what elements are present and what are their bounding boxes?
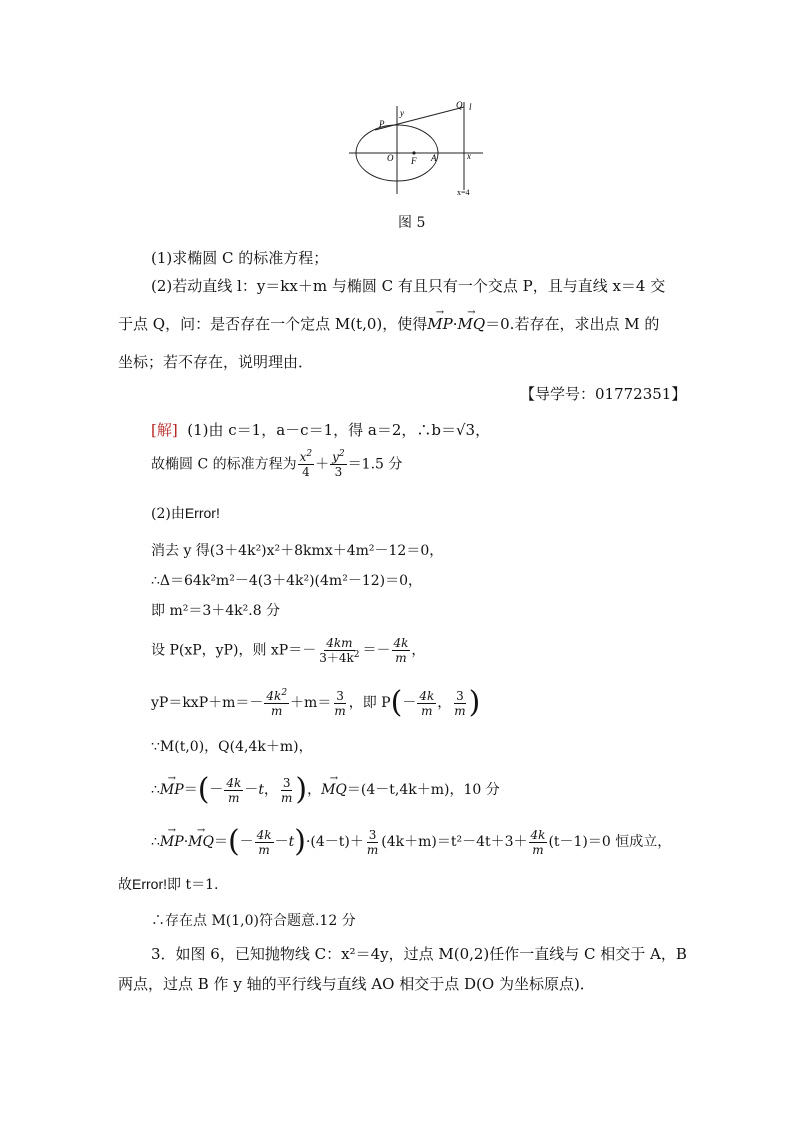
vector-MP: → MP [427, 314, 452, 334]
solution-line1 [151, 420, 490, 440]
l12-a: 故 [118, 877, 132, 893]
guide-number: 【导学号：01772351】 [520, 385, 687, 403]
frac-4k-m-5: $\frac{4k}{m}$ [530, 827, 546, 857]
frac-3-m-4: $\frac{3}{m}$ [366, 827, 379, 857]
error-text: Error! [184, 505, 220, 521]
l8-a: yP＝kxP＋m＝－ [151, 695, 264, 711]
label-F: F [411, 156, 417, 166]
solution-line12 [118, 875, 218, 894]
l7-b: ＝－ [362, 642, 391, 659]
solution-line3 [151, 504, 220, 523]
l2-text: 故椭圆 C 的标准方程为 [151, 456, 297, 473]
solution-line9: ∵M(t,0)，Q(4,4k＋m)， [151, 739, 313, 755]
frac-x2-4: $\frac{x^2}{4}$ [299, 449, 313, 479]
solution-line10: ∴→ MP＝(－ $\frac{4k}{m}$ －t， $\frac{3}{m}$ )，→ MQ＝(4－t,4k＋m)，10 分 [151, 775, 500, 805]
l10-a: ∴ [151, 782, 160, 798]
question-part2-line1: (2)若动直线 l：y＝kx＋m 与椭圆 C 有且只有一个交点 P，且与直线 x＝4 交 [151, 277, 666, 295]
label-P: P [379, 119, 385, 129]
next-problem-line1: 3．如图 6，已知抛物线 C：x²＝4y，过点 M(0,2)任作一直线与 C 相交于 A，B [151, 945, 687, 963]
label-l: l [469, 102, 472, 112]
next-problem-line2: 两点，过点 B 作 y 轴的平行线与直线 AO 相交于点 D(O 为坐标原点)． [118, 975, 595, 993]
frac-4k-m-2: $\frac{4k}{m}$ [419, 688, 435, 718]
l11-c: ·(4－t)＋ [305, 834, 364, 850]
label-y: y [400, 108, 404, 118]
solution-l1: (1)由 c＝1，a－c＝1，得 a＝2，∴b＝√3， [187, 421, 491, 439]
tangent-line [375, 107, 464, 130]
l11-b: ＝ [213, 834, 228, 850]
solution-line7 [151, 636, 425, 665]
l12-b: 即 t＝1. [167, 877, 219, 893]
l7-a: 设 P(xP，yP)，则 xP＝－ [151, 642, 317, 659]
solution-tag: [解] [151, 421, 178, 439]
label-Q: Q [456, 100, 463, 110]
l8-c: ，即 P [348, 695, 391, 711]
vector-MP-3: → MP [160, 833, 184, 851]
l10-d: ＝(4－t,4k＋m)，10 分 [346, 782, 500, 798]
question-part2-line2: 于点 Q，问：是否存在一个定点 M(t,0)，使得→ MP·→ MQ＝0.若存在，求出点 M 的 [118, 314, 659, 334]
vector-MQ-3: → MQ [188, 833, 214, 851]
ellipse-figure [345, 98, 485, 200]
l11-a: ∴ [151, 834, 160, 850]
solution-line6: 即 m²＝3＋4k².8 分 [151, 603, 281, 619]
frac-4k-m-3: $\frac{4k}{m}$ [226, 775, 242, 805]
solution-line4: 消去 y 得(3＋4k²)x²＋8kmx＋4m²－12＝0， [151, 543, 444, 559]
label-O: O [387, 153, 394, 163]
label-x4: x=4 [457, 188, 470, 197]
l8-b: ＋m＝ [290, 695, 332, 711]
frac-4k2-m: $\frac{4k^2}{m}$ [266, 687, 288, 718]
solution-line5: ∴Δ＝64k²m²－4(3＋4k²)(4m²－12)＝0， [151, 573, 422, 589]
frac-4km: $\frac{4km}{3+4k^2}$ [319, 636, 360, 665]
l10-c: ， [307, 782, 322, 798]
solution-line11: ∴→ MP·→ MQ＝(－ $\frac{4k}{m}$ －t)·(4－t)＋ $\frac{3}{m}$ (4k＋m)＝t²－4t＋3＋ $\frac{4k}{m}$ (t－1)＝0 恒成立， [151, 827, 671, 857]
vector-MQ-2: → MQ [321, 781, 347, 799]
solution-line2: 故椭圆 C 的标准方程为 $\frac{x^2}{4}$ ＋ $\frac{y^2}{3}$ ＝1.5 分 [151, 449, 403, 479]
solution-line8: yP＝kxP＋m＝－ $\frac{4k^2}{m}$ ＋m＝ $\frac{3}{m}$ ，即 P(－ $\frac{4k}{m}$ ， $\frac{3}{m}$ ) [151, 685, 481, 720]
vector-MP-2: → MP [160, 781, 184, 799]
label-A: A [431, 153, 437, 163]
error-text-2: Error! [132, 876, 167, 892]
l11-d: (4k＋m)＝t²－4t＋3＋ [381, 834, 528, 850]
frac-y2-3: $\frac{y^2}{3}$ [332, 449, 345, 479]
frac-3-m: $\frac{3}{m}$ [334, 688, 346, 718]
l10-b: ＝ [183, 782, 198, 798]
frac-4k-m: $\frac{4k}{m}$ [393, 636, 409, 665]
frac-4k-m-4: $\frac{4k}{m}$ [256, 827, 272, 857]
frac-3-m-3: $\frac{3}{m}$ [280, 775, 293, 805]
focus-dot [412, 151, 415, 154]
vector-MQ: → MQ [457, 314, 485, 334]
l7-c: ， [411, 642, 426, 659]
l2-tail: ＝1.5 分 [347, 456, 403, 473]
question-part2-line3: 坐标；若不存在，说明理由． [118, 353, 314, 371]
l3-text: (2)由 [151, 506, 185, 522]
q-line2-a: 于点 Q，问：是否存在一个定点 M(t,0)，使得 [118, 315, 428, 333]
question-part1: (1)求椭圆 C 的标准方程； [151, 249, 329, 267]
q-line2-b: ＝0.若存在，求出点 M 的 [485, 315, 660, 333]
solution-line13: ∴存在点 M(1,0)符合题意.12 分 [151, 913, 356, 929]
frac-3-m-2: $\frac{3}{m}$ [454, 688, 466, 718]
label-x: x [467, 151, 471, 161]
l11-e: (t－1)＝0 恒成立， [548, 834, 672, 850]
figure-caption: 图 5 [398, 215, 426, 231]
